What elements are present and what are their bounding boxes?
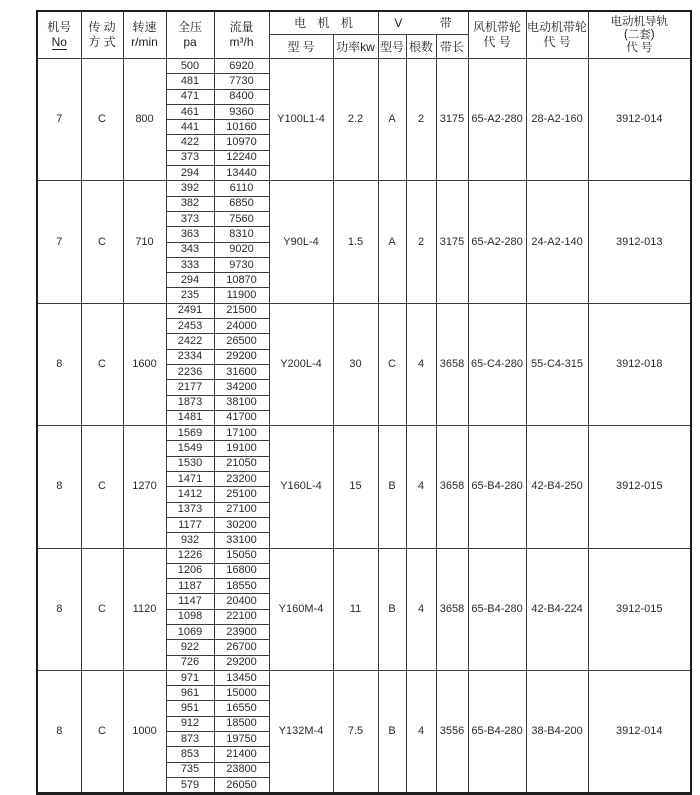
cell-flow: 30200 <box>214 517 269 532</box>
cell-pressure: 1187 <box>166 579 214 594</box>
cell-flow: 21050 <box>214 456 269 471</box>
cell-v-length: 3658 <box>436 426 468 548</box>
cell-flow: 8310 <box>214 227 269 242</box>
cell-v-count: 4 <box>406 670 436 793</box>
cell-pressure: 922 <box>166 640 214 655</box>
table-header <box>37 11 691 59</box>
cell-motor-pulley: 28-A2-160 <box>526 59 588 181</box>
cell-rail-code: 3912-015 <box>588 548 691 670</box>
cell-flow: 13440 <box>214 166 269 181</box>
cell-pressure: 2177 <box>166 380 214 395</box>
cell-pressure: 422 <box>166 135 214 150</box>
header-machine-no-label: 机号 <box>47 20 72 34</box>
cell-flow: 9730 <box>214 257 269 272</box>
cell-flow: 20400 <box>214 594 269 609</box>
cell-drive-mode: C <box>81 548 123 670</box>
cell-pressure: 1481 <box>166 410 214 425</box>
cell-pressure: 1147 <box>166 594 214 609</box>
cell-flow: 23900 <box>214 624 269 639</box>
cell-motor-model: Y132M-4 <box>269 670 333 793</box>
cell-v-count: 4 <box>406 548 436 670</box>
spec-row <box>37 181 691 196</box>
cell-flow: 26500 <box>214 334 269 349</box>
cell-rail-code: 3912-018 <box>588 303 691 425</box>
header-vbelt-group: V 带 <box>378 11 468 35</box>
cell-motor-pulley: 42-B4-224 <box>526 548 588 670</box>
cell-motor-model: Y100L1-4 <box>269 59 333 181</box>
cell-drive-mode: C <box>81 59 123 181</box>
cell-motor-model: Y90L-4 <box>269 181 333 303</box>
header-fan-pulley <box>468 11 526 59</box>
cell-flow: 9360 <box>214 104 269 119</box>
cell-pressure: 1549 <box>166 441 214 456</box>
spec-row <box>37 426 691 441</box>
cell-fan-pulley: 65-C4-280 <box>468 303 526 425</box>
cell-pressure: 971 <box>166 670 214 685</box>
header-motor-rail-line2: (二套) <box>623 28 655 41</box>
header-motor-rail <box>588 11 691 59</box>
cell-motor-pulley: 42-B4-250 <box>526 426 588 548</box>
header-drive-mode <box>81 11 123 59</box>
cell-pressure: 873 <box>166 732 214 747</box>
cell-flow: 29200 <box>214 655 269 670</box>
cell-motor-power: 15 <box>333 426 378 548</box>
cell-flow: 10160 <box>214 120 269 135</box>
cell-pressure: 1471 <box>166 472 214 487</box>
cell-v-count: 2 <box>406 59 436 181</box>
cell-pressure: 343 <box>166 242 214 257</box>
cell-v-model: B <box>378 548 406 670</box>
header-speed-label: 转速 <box>132 20 157 34</box>
cell-fan-pulley: 65-B4-280 <box>468 426 526 548</box>
cell-machine-no: 8 <box>37 670 81 793</box>
cell-pressure: 1373 <box>166 502 214 517</box>
cell-drive-mode: C <box>81 670 123 793</box>
cell-flow: 38100 <box>214 395 269 410</box>
cell-flow: 41700 <box>214 410 269 425</box>
cell-motor-power: 7.5 <box>333 670 378 793</box>
cell-machine-no: 8 <box>37 426 81 548</box>
cell-flow: 10970 <box>214 135 269 150</box>
cell-flow: 23800 <box>214 762 269 777</box>
cell-flow: 13450 <box>214 670 269 685</box>
cell-pressure: 853 <box>166 747 214 762</box>
cell-pressure: 333 <box>166 257 214 272</box>
cell-fan-pulley: 65-A2-280 <box>468 59 526 181</box>
cell-motor-pulley: 24-A2-140 <box>526 181 588 303</box>
cell-pressure: 382 <box>166 196 214 211</box>
header-v-length: 带长 <box>436 35 468 59</box>
cell-v-model: B <box>378 426 406 548</box>
cell-machine-no: 8 <box>37 548 81 670</box>
cell-flow: 26700 <box>214 640 269 655</box>
header-motor-model: 型 号 <box>269 35 333 59</box>
cell-flow: 21400 <box>214 747 269 762</box>
cell-drive-mode: C <box>81 303 123 425</box>
cell-pressure: 363 <box>166 227 214 242</box>
cell-machine-no: 8 <box>37 303 81 425</box>
cell-motor-model: Y160M-4 <box>269 548 333 670</box>
header-pressure-unit: pa <box>183 35 197 49</box>
cell-pressure: 2422 <box>166 334 214 349</box>
cell-pressure: 726 <box>166 655 214 670</box>
cell-motor-model: Y160L-4 <box>269 426 333 548</box>
header-speed-unit: r/min <box>131 35 158 49</box>
cell-flow: 18550 <box>214 579 269 594</box>
cell-rail-code: 3912-013 <box>588 181 691 303</box>
cell-pressure: 735 <box>166 762 214 777</box>
header-drive-line2: 方 式 <box>88 35 116 49</box>
header-speed <box>123 11 166 59</box>
header-flow-label: 流量 <box>229 20 254 34</box>
header-motor-group: 电 机 机 <box>269 11 378 35</box>
cell-pressure: 373 <box>166 150 214 165</box>
cell-pressure: 2453 <box>166 319 214 334</box>
cell-flow: 7730 <box>214 74 269 89</box>
cell-v-model: A <box>378 181 406 303</box>
cell-speed: 1270 <box>123 426 166 548</box>
header-fan-pulley-line1: 风机带轮 <box>473 20 522 34</box>
cell-pressure: 1206 <box>166 563 214 578</box>
header-motor-pulley-line2: 代 号 <box>543 35 571 49</box>
cell-speed: 1120 <box>123 548 166 670</box>
cell-flow: 34200 <box>214 380 269 395</box>
cell-pressure: 1530 <box>166 456 214 471</box>
cell-fan-pulley: 65-B4-280 <box>468 670 526 793</box>
cell-machine-no: 7 <box>37 181 81 303</box>
cell-rail-code: 3912-014 <box>588 59 691 181</box>
cell-pressure: 2491 <box>166 303 214 318</box>
cell-flow: 25100 <box>214 487 269 502</box>
spec-row <box>37 59 691 74</box>
cell-drive-mode: C <box>81 181 123 303</box>
header-motor-power: 功率kw <box>333 35 378 59</box>
cell-v-model: B <box>378 670 406 793</box>
cell-flow: 16800 <box>214 563 269 578</box>
cell-pressure: 481 <box>166 74 214 89</box>
cell-flow: 29200 <box>214 349 269 364</box>
header-pressure-label: 全压 <box>177 20 202 34</box>
header-fan-pulley-line2: 代 号 <box>483 35 511 49</box>
spec-row <box>37 303 691 318</box>
header-v-count: 根数 <box>406 35 436 59</box>
header-flow <box>214 11 269 59</box>
header-drive-line1: 传 动 <box>88 20 116 34</box>
cell-flow: 23200 <box>214 472 269 487</box>
cell-flow: 15000 <box>214 686 269 701</box>
cell-machine-no: 7 <box>37 59 81 181</box>
cell-rail-code: 3912-014 <box>588 670 691 793</box>
cell-flow: 19750 <box>214 732 269 747</box>
cell-v-model: C <box>378 303 406 425</box>
cell-flow: 6850 <box>214 196 269 211</box>
header-v-model: 型号 <box>378 35 406 59</box>
cell-pressure: 1098 <box>166 609 214 624</box>
cell-pressure: 500 <box>166 59 214 74</box>
cell-motor-power: 1.5 <box>333 181 378 303</box>
cell-pressure: 1226 <box>166 548 214 563</box>
cell-pressure: 2334 <box>166 349 214 364</box>
spec-table-body <box>37 59 691 794</box>
cell-speed: 800 <box>123 59 166 181</box>
cell-flow: 19100 <box>214 441 269 456</box>
header-motor-rail-line1: 电动机导轨 <box>610 15 669 28</box>
cell-flow: 21500 <box>214 303 269 318</box>
header-pressure <box>166 11 214 59</box>
cell-pressure: 1412 <box>166 487 214 502</box>
cell-speed: 710 <box>123 181 166 303</box>
cell-fan-pulley: 65-A2-280 <box>468 181 526 303</box>
cell-speed: 1600 <box>123 303 166 425</box>
fan-spec-table <box>36 10 692 795</box>
cell-v-count: 4 <box>406 303 436 425</box>
spec-row <box>37 670 691 685</box>
cell-pressure: 294 <box>166 273 214 288</box>
header-motor-rail-line3: 代 号 <box>626 41 653 54</box>
cell-v-count: 2 <box>406 181 436 303</box>
cell-flow: 22100 <box>214 609 269 624</box>
cell-motor-model: Y200L-4 <box>269 303 333 425</box>
cell-pressure: 373 <box>166 211 214 226</box>
cell-flow: 8400 <box>214 89 269 104</box>
cell-flow: 16550 <box>214 701 269 716</box>
cell-pressure: 579 <box>166 777 214 793</box>
header-machine-no <box>37 11 81 59</box>
cell-pressure: 1069 <box>166 624 214 639</box>
header-motor-pulley <box>526 11 588 59</box>
cell-pressure: 2236 <box>166 364 214 379</box>
header-machine-no-unit: No <box>51 35 67 49</box>
cell-motor-power: 2.2 <box>333 59 378 181</box>
cell-drive-mode: C <box>81 426 123 548</box>
cell-motor-pulley: 38-B4-200 <box>526 670 588 793</box>
cell-pressure: 912 <box>166 716 214 731</box>
cell-flow: 33100 <box>214 533 269 548</box>
cell-v-length: 3556 <box>436 670 468 793</box>
cell-flow: 11900 <box>214 288 269 303</box>
cell-flow: 6920 <box>214 59 269 74</box>
cell-v-length: 3175 <box>436 181 468 303</box>
cell-pressure: 1569 <box>166 426 214 441</box>
cell-flow: 17100 <box>214 426 269 441</box>
cell-pressure: 1177 <box>166 517 214 532</box>
cell-pressure: 392 <box>166 181 214 196</box>
cell-v-count: 4 <box>406 426 436 548</box>
cell-v-length: 3175 <box>436 59 468 181</box>
spec-row <box>37 548 691 563</box>
cell-pressure: 951 <box>166 701 214 716</box>
cell-pressure: 441 <box>166 120 214 135</box>
cell-motor-power: 30 <box>333 303 378 425</box>
cell-flow: 27100 <box>214 502 269 517</box>
cell-flow: 24000 <box>214 319 269 334</box>
cell-flow: 9020 <box>214 242 269 257</box>
cell-rail-code: 3912-015 <box>588 426 691 548</box>
cell-flow: 26050 <box>214 777 269 793</box>
header-motor-pulley-line1: 电动机带轮 <box>527 20 588 34</box>
cell-pressure: 471 <box>166 89 214 104</box>
cell-flow: 10870 <box>214 273 269 288</box>
cell-pressure: 235 <box>166 288 214 303</box>
cell-v-model: A <box>378 59 406 181</box>
cell-fan-pulley: 65-B4-280 <box>468 548 526 670</box>
cell-flow: 7560 <box>214 211 269 226</box>
cell-pressure: 461 <box>166 104 214 119</box>
cell-pressure: 1873 <box>166 395 214 410</box>
cell-flow: 6110 <box>214 181 269 196</box>
cell-pressure: 961 <box>166 686 214 701</box>
cell-flow: 15050 <box>214 548 269 563</box>
cell-flow: 12240 <box>214 150 269 165</box>
cell-pressure: 932 <box>166 533 214 548</box>
cell-pressure: 294 <box>166 166 214 181</box>
cell-flow: 18500 <box>214 716 269 731</box>
header-flow-unit: m³/h <box>229 35 254 49</box>
cell-motor-power: 11 <box>333 548 378 670</box>
cell-v-length: 3658 <box>436 303 468 425</box>
cell-motor-pulley: 55-C4-315 <box>526 303 588 425</box>
cell-flow: 31600 <box>214 364 269 379</box>
cell-speed: 1000 <box>123 670 166 793</box>
cell-v-length: 3658 <box>436 548 468 670</box>
